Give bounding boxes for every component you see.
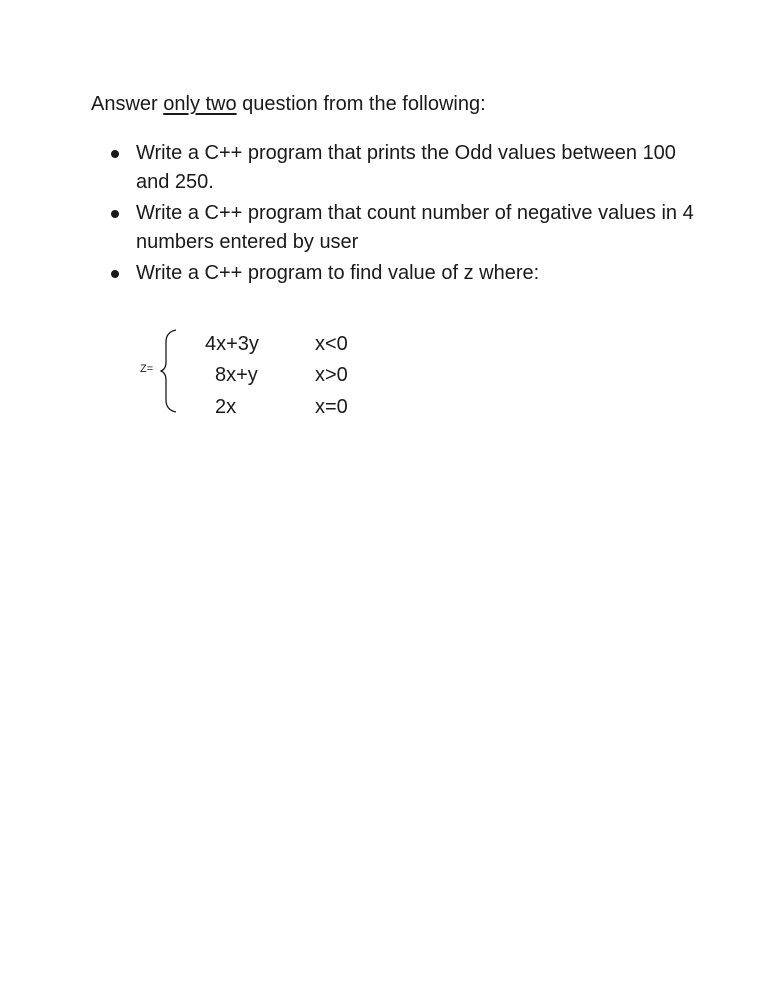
question-item-2 [108,199,708,257]
case-condition: x<0 [315,333,348,355]
question-list [108,139,708,290]
instruction-emphasis: only two [163,93,237,115]
question-item-3 [108,259,708,288]
question-text: Write a C++ program that count number of negative values in 4 numbers entered by user [136,202,694,253]
case-expression: 2x [215,396,237,418]
question-text: Write a C++ program that prints the Odd values between 100 and 250. [136,142,676,193]
instruction-text-before: Answer [91,93,164,115]
left-brace-icon [160,328,184,414]
case-expression: 8x+y [215,364,258,386]
formula-lhs: Z= [140,363,154,375]
question-item-1 [108,139,708,197]
question-text: Write a C++ program to find value of z where: [136,262,540,284]
case-condition: x>0 [315,364,348,386]
instruction-text-after: question from the following: [236,93,486,115]
bullet-icon [111,270,119,278]
case-condition: x=0 [315,396,348,418]
case-expression: 4x+3y [205,333,259,355]
bullet-icon [111,210,119,218]
instruction-line [91,91,486,117]
bullet-icon [111,150,119,158]
